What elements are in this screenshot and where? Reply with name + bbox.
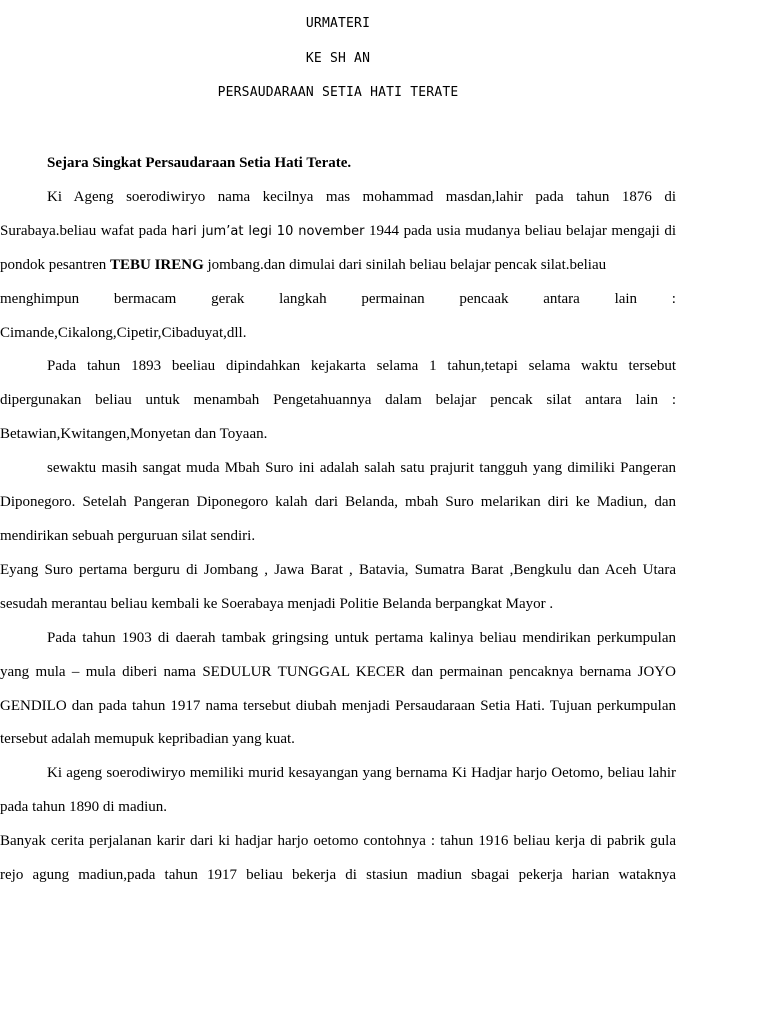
paragraph-1-text-c: jombang.dan dimulai dari sinilah beliau belajar pencak silat.beliau (203, 256, 607, 273)
paragraph-1-text-b: 1944 pada usia mudanya beliau belajar mengaji di pondok pesantren (0, 222, 677, 273)
paragraph-7: Banyak cerita perjalanan karir dari ki hadjar harjo oetomo contohnya : tahun 1916 beliau kerja di pabrik gula rejo agung madiun,pada tahun 1917 beliau bekerja di stasiun madiun sbagai pekerja harian wataknya (0, 833, 676, 884)
spread-word: menghimpun (0, 290, 80, 307)
paragraph-6: Ki ageng soerodiwiryo memiliki murid kesayangan yang bernama Ki Hadjar harjo Oetomo, beliau lahir pada tahun 1890 di madiun. (0, 765, 676, 816)
spread-word: pencaak (459, 290, 509, 307)
paragraph-1-date: hari jum’at legi 10 november (171, 223, 365, 239)
spread-word: permainan (361, 290, 425, 307)
section-title: Sejara Singkat Persaudaraan Setia Hati Terate. (47, 155, 352, 171)
paragraph-1 (0, 181, 676, 283)
paragraph-3: sewaktu masih sangat muda Mbah Suro ini adalah salah satu prajurit tangguh yang dimiliki Pangeran Diponegoro. Setelah Pangeran Diponegoro kalah dari Belanda, mbah Suro melarikan diri ke Madiun, dan mendirikan sebuah perguruan silat sendiri. (0, 460, 676, 544)
paragraph-2: Pada tahun 1893 beeliau dipindahkan kejakarta selama 1 tahun,tetapi selama waktu tersebut dipergunakan beliau untuk menambah Pengetahuannya dalam belajar pencak silat antara lain : Betawian,Kwitangen,Monyetan dan Toyaan. (0, 358, 676, 443)
paragraph-1-text-a: Ki Ageng soerodiwiryo nama kecilnya mas mohammad masdan,lahir pada tahun 1876 di Surabaya.beliau wafat pada (0, 188, 676, 239)
spread-word: antara (543, 290, 580, 307)
paragraph-4: Eyang Suro pertama berguru di Jombang , Jawa Barat , Batavia, Sumatra Barat ,Bengkulu dan Aceh Utara sesudah merantau beliau kembali ke Soerabaya menjadi Politie Belanda berpangkat Mayor . (0, 561, 676, 612)
spread-word: : (671, 290, 676, 307)
header-line-2: KE SH AN (305, 51, 371, 66)
paragraph-1-bold: TEBU IRENG (109, 256, 204, 273)
document-body (0, 147, 676, 893)
header-line-1: URMATERI (305, 16, 371, 31)
spread-word: gerak (211, 290, 245, 307)
spread-word: langkah (279, 290, 327, 307)
spread-word: bermacam (113, 290, 177, 307)
paragraph-1-spread-line (0, 283, 676, 317)
header-title: PERSAUDARAAN SETIA HATI TERATE (217, 85, 459, 100)
paragraph-5: Pada tahun 1903 di daerah tambak gringsing untuk pertama kalinya beliau mendirikan perkumpulan yang mula – mula diberi nama SEDULUR TUNGGAL KECER dan permainan pencaknya bernama JOYO GENDILO dan pada tahun 1917 nama tersebut diubah menjadi Persaudaraan Setia Hati. Tujuan perkumpulan tersebut adalah memupuk kepribadian yang kuat. (0, 629, 676, 748)
spread-word: lain (614, 290, 638, 307)
paragraph-1-last-line: Cimande,Cikalong,Cipetir,Cibaduyat,dll. (0, 324, 247, 341)
